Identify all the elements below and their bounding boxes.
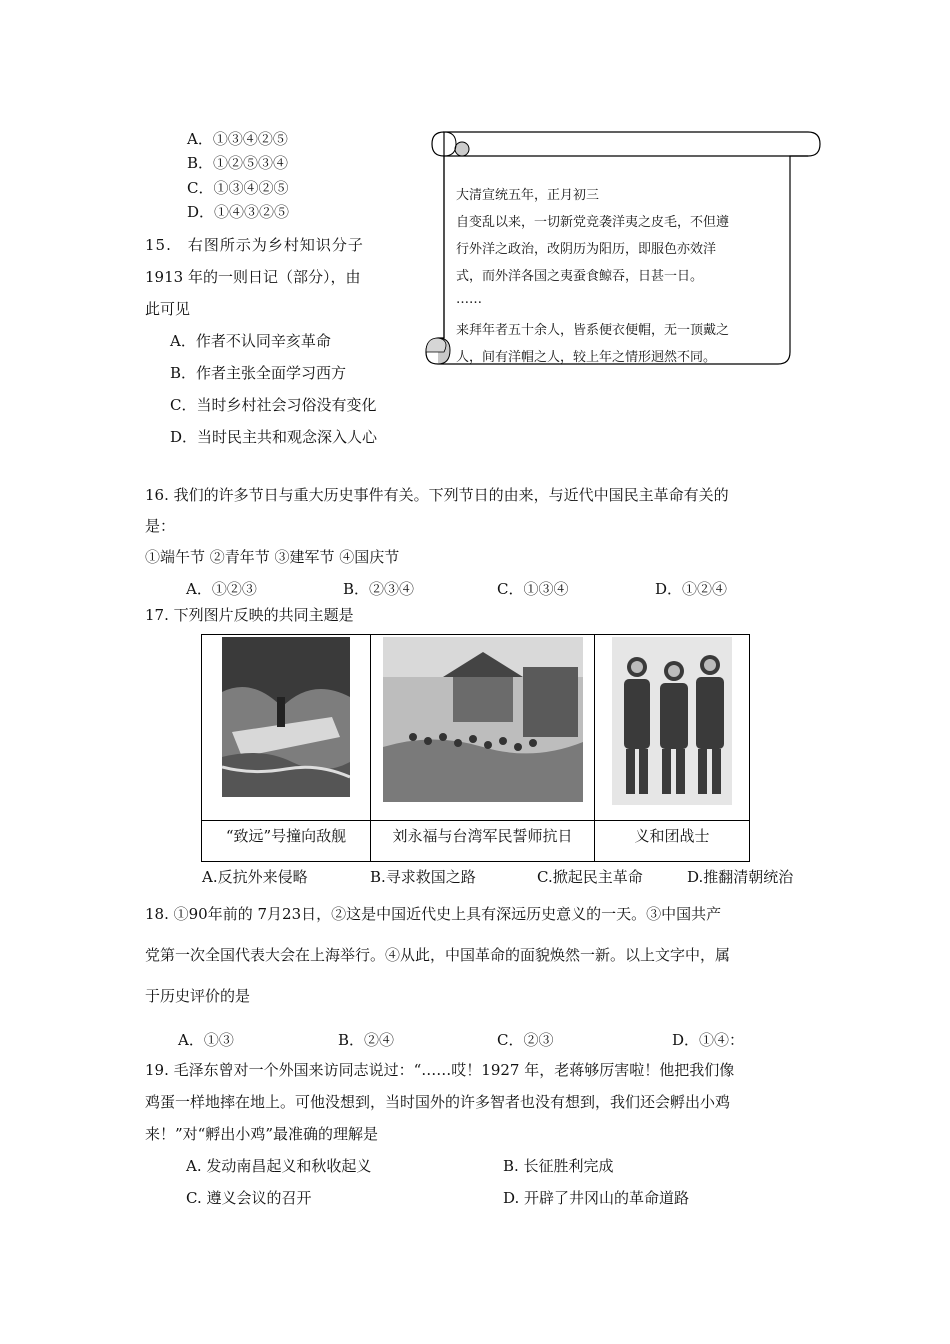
q18-option-b[interactable]: B．②④ xyxy=(338,1031,395,1049)
q18-option-c[interactable]: C．②③ xyxy=(497,1031,554,1049)
q18-option-d[interactable]: D．①④： xyxy=(672,1031,745,1049)
q15-option-c[interactable]: C．当时乡村社会习俗没有变化 xyxy=(170,396,377,414)
q19-option-c[interactable]: C. 遵义会议的召开 xyxy=(186,1189,312,1207)
q19-line-1: 19. 毛泽东曾对一个外国来访同志说过：“……哎！1927 年，老蒋够厉害啦！他把我们像 xyxy=(145,1061,735,1079)
diary-line-6: 来拜年者五十余人，皆系便衣便帽，无一顶戴之 xyxy=(456,323,730,338)
q18-option-a[interactable]: A．①③ xyxy=(178,1031,234,1049)
diary-line-4: 式，而外洋各国之夷蚕食鲸吞，日甚一日。 xyxy=(456,269,704,284)
q16-option-c[interactable]: C．①③④ xyxy=(497,580,569,598)
q15-option-d[interactable]: D．当时民主共和观念深入人心 xyxy=(170,428,378,446)
q17-caption-2: 刘永福与台湾军民誓师抗日 xyxy=(392,827,573,845)
q16-stem-line-2: 是： xyxy=(145,517,176,535)
q15-stem-line-3: 此可见 xyxy=(145,300,191,318)
q18-line-3: 于历史评价的是 xyxy=(145,987,251,1005)
q17-picture-table xyxy=(201,634,750,862)
q16-option-b[interactable]: B．②③④ xyxy=(343,580,415,598)
boxer-fighters-photo xyxy=(612,637,732,805)
q17-picture-cell-1 xyxy=(202,635,370,861)
q19-option-d[interactable]: D. 开辟了井冈山的革命道路 xyxy=(503,1189,690,1207)
q19-line-3: 来！”对“孵出小鸡”最准确的理解是 xyxy=(145,1125,379,1143)
q15-stem-line-1: 15. 右图所示为乡村知识分子 xyxy=(145,236,364,254)
warship-ramming-photo xyxy=(222,637,350,797)
q17-picture-cell-2 xyxy=(370,635,594,861)
q17-option-d[interactable]: D.推翻清朝统治 xyxy=(687,868,794,886)
diary-line-5: …… xyxy=(456,292,482,307)
q15-option-b[interactable]: B．作者主张全面学习西方 xyxy=(170,364,347,382)
q18-line-2: 党第一次全国代表大会在上海举行。④从此，中国革命的面貌焕然一新。以上文字中，属 xyxy=(145,946,731,964)
q16-option-d[interactable]: D．①②④ xyxy=(655,580,728,598)
q17-option-a[interactable]: A.反抗外来侵略 xyxy=(202,868,308,886)
diary-scroll xyxy=(416,128,822,370)
q18-line-1: 18. ①90年前的 7月23日，②这是中国近代史上具有深远历史意义的一天。③中国共产 xyxy=(145,905,722,923)
q17-option-b[interactable]: B.寻求救国之路 xyxy=(370,868,476,886)
diary-line-2: 自变乱以来，一切新党竞袭洋夷之皮毛，不但遵 xyxy=(456,215,730,230)
diary-line-3: 行外洋之政治，改阴历为阳历，即服色亦效洋 xyxy=(456,242,717,257)
q17-caption-3: 义和团战士 xyxy=(634,827,710,845)
diary-line-7: 人，间有洋帽之人，较上年之情形迥然不同。 xyxy=(456,350,717,365)
q14-option-a[interactable]: A．①③④②⑤ xyxy=(187,130,288,148)
q19-option-b[interactable]: B. 长征胜利完成 xyxy=(503,1157,614,1175)
q14-option-b[interactable]: B．①②⑤③④ xyxy=(187,154,289,172)
q16-items: ①端午节 ②青年节 ③建军节 ④国庆节 xyxy=(145,548,400,566)
q19-option-a[interactable]: A. 发动南昌起义和秋收起义 xyxy=(186,1157,372,1175)
q15-option-a[interactable]: A．作者不认同辛亥革命 xyxy=(170,332,331,350)
q15-stem-line-2: 1913 年的一则日记（部分），由 xyxy=(145,268,361,286)
q14-option-d[interactable]: D．①④③②⑤ xyxy=(187,203,290,221)
q16-option-a[interactable]: A．①②③ xyxy=(186,580,257,598)
oath-ceremony-illustration xyxy=(383,637,583,802)
q19-line-2: 鸡蛋一样地摔在地上。可他没想到，当时国外的许多智者也没有想到，我们还会孵出小鸡 xyxy=(145,1093,731,1111)
q14-option-c[interactable]: C．①③④②⑤ xyxy=(187,179,289,197)
diary-line-1: 大清宣统五年，正月初三 xyxy=(456,188,600,203)
q16-stem-line-1: 16. 我们的许多节日与重大历史事件有关。下列节日的由来，与近代中国民主革命有关的 xyxy=(145,486,729,504)
q17-option-c[interactable]: C.掀起民主革命 xyxy=(537,868,643,886)
q17-caption-1: “致远”号撞向敌舰 xyxy=(225,827,347,845)
q17-stem: 17. 下列图片反映的共同主题是 xyxy=(145,606,354,624)
q17-picture-cell-3 xyxy=(594,635,749,861)
